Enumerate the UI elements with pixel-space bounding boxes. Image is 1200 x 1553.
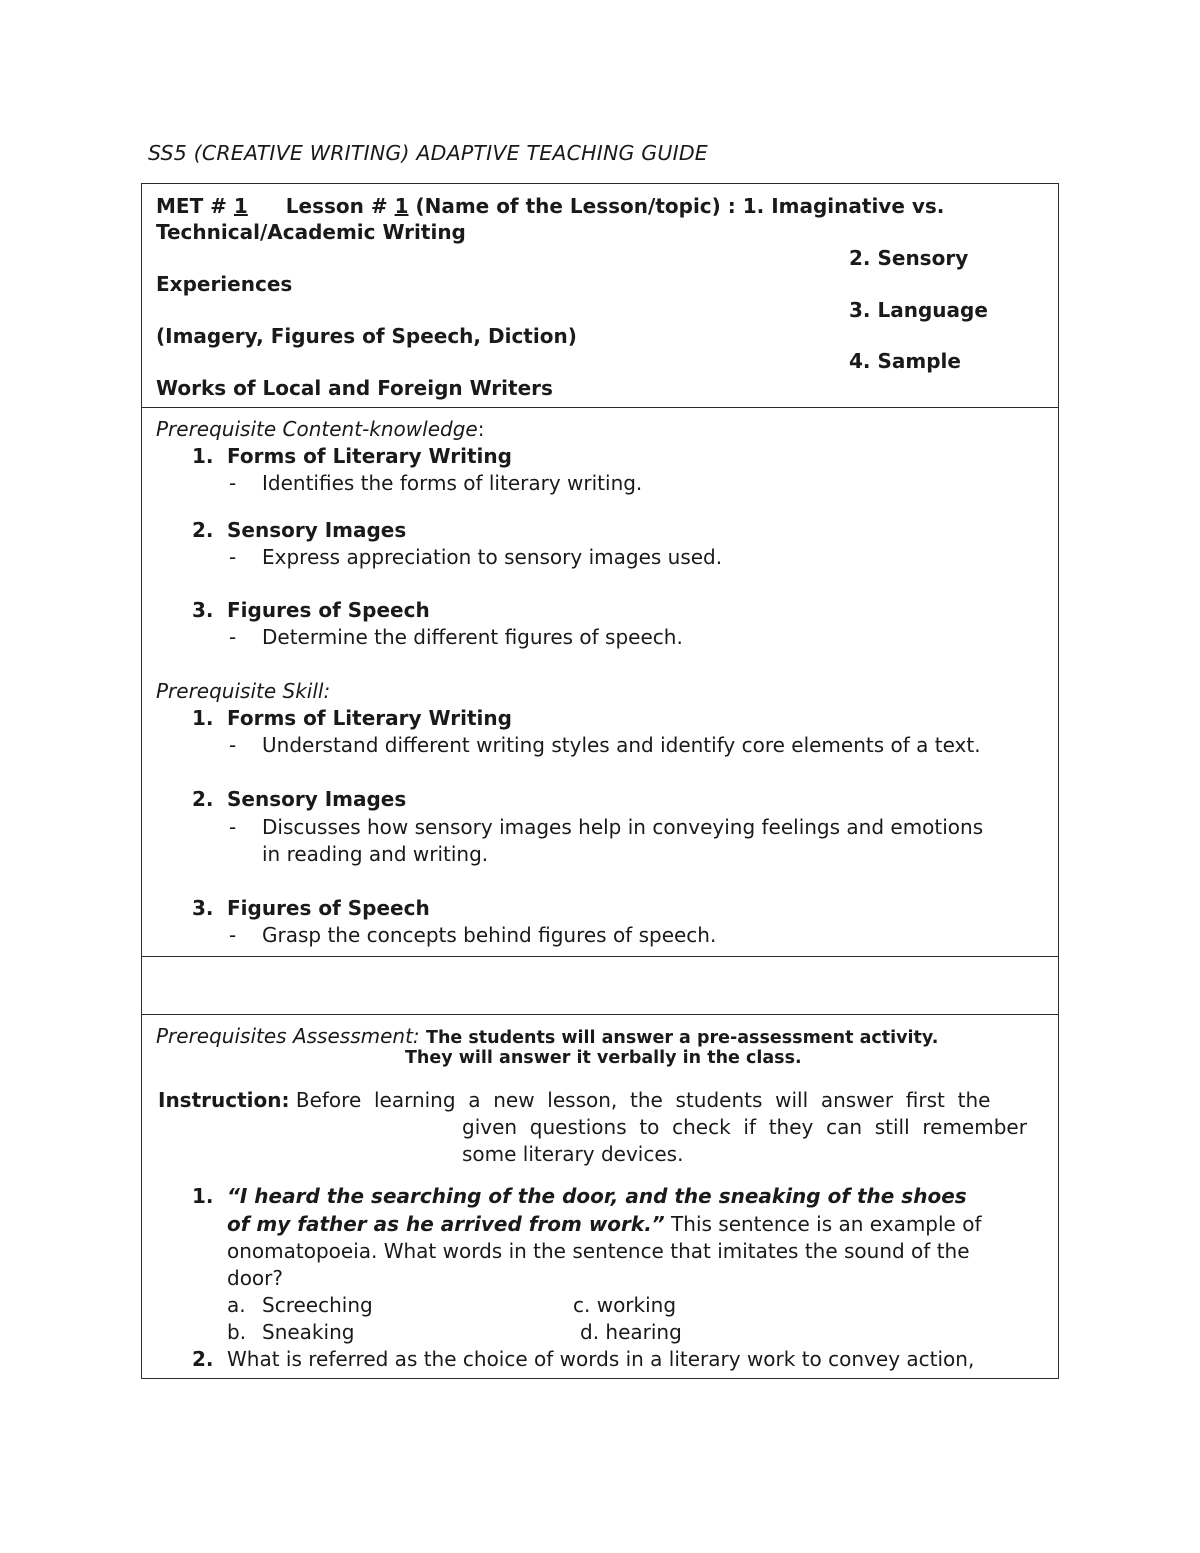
- prereq-content-colon: :: [477, 417, 485, 441]
- content-item-3-dash: -: [229, 625, 237, 649]
- question-1-num: 1.: [192, 1184, 214, 1208]
- topic-2-right: 2. Sensory: [849, 246, 969, 270]
- empty-cell: [142, 957, 1058, 1015]
- assessment-cell: [142, 1015, 1058, 1378]
- content-item-2-title: Sensory Images: [227, 518, 407, 542]
- lesson-header-line1: [156, 194, 944, 218]
- content-item-2-dash: -: [229, 545, 237, 569]
- lesson-header-line2: Technical/Academic Writing: [156, 220, 466, 244]
- content-item-3-title: Figures of Speech: [227, 598, 430, 622]
- content-item-1-desc: Identifies the forms of literary writing.: [262, 471, 643, 495]
- question-1-line-3: onomatopoeia. What words in the sentence that imitates the sound of the: [227, 1239, 970, 1263]
- instruction-text-1: Before learning a new lesson, the students will answer first the: [295, 1088, 991, 1112]
- lesson-table: [141, 183, 1059, 1379]
- assessment-intro-2: They will answer it verbally in the class.: [405, 1048, 802, 1068]
- lesson-label: Lesson #: [285, 194, 388, 218]
- choice-a-letter: a.: [227, 1293, 246, 1317]
- content-item-1-dash: -: [229, 471, 237, 495]
- skill-item-2-dash: -: [229, 815, 237, 839]
- question-2-num: 2.: [192, 1347, 214, 1371]
- instruction-text-2: given questions to check if they can still remember: [462, 1115, 1027, 1139]
- lesson-header-cell: [142, 184, 1058, 408]
- question-2-text: What is referred as the choice of words in a literary work to convey action,: [227, 1347, 975, 1371]
- skill-item-1-title: Forms of Literary Writing: [227, 706, 512, 730]
- assessment-intro-1: The students will answer a pre-assessment activity.: [426, 1028, 939, 1048]
- content-item-2-desc: Express appreciation to sensory images used.: [262, 545, 723, 569]
- topic-3-right: 3. Language: [849, 298, 988, 322]
- question-1-quote-1: “I heard the searching of the door, and the sneaking of the shoes: [227, 1184, 967, 1208]
- content-item-1-title: Forms of Literary Writing: [227, 444, 512, 468]
- prerequisites-cell: [142, 408, 1058, 957]
- skill-item-3-desc: Grasp the concepts behind figures of speech.: [262, 923, 717, 947]
- question-1-rest: This sentence is an example of: [671, 1212, 982, 1236]
- content-item-3-desc: Determine the different figures of speech.: [262, 625, 683, 649]
- prereq-skill-heading: Prerequisite Skill:: [156, 679, 331, 703]
- skill-item-3-title: Figures of Speech: [227, 896, 430, 920]
- assessment-heading: Prerequisites Assessment:: [156, 1024, 420, 1048]
- question-1-line-2: [227, 1212, 982, 1236]
- content-item-2-num: 2.: [192, 518, 214, 542]
- instruction-text-3: some literary devices.: [462, 1142, 684, 1166]
- skill-item-1-desc: Understand different writing styles and identify core elements of a text.: [262, 733, 981, 757]
- prereq-content-heading: [156, 417, 484, 441]
- topic-4-right: 4. Sample: [849, 349, 961, 373]
- question-1-quote-2: of my father as he arrived from work.”: [227, 1212, 665, 1236]
- question-1-line-4: door?: [227, 1266, 284, 1290]
- topic-2-left: Experiences: [156, 272, 293, 296]
- skill-item-1-num: 1.: [192, 706, 214, 730]
- skill-item-3-num: 3.: [192, 896, 214, 920]
- skill-item-2-num: 2.: [192, 787, 214, 811]
- assessment-heading-line: [156, 1024, 938, 1048]
- met-label: MET #: [156, 194, 227, 218]
- instruction-label: Instruction:: [158, 1088, 290, 1112]
- skill-item-2-title: Sensory Images: [227, 787, 407, 811]
- topic-3-left: (Imagery, Figures of Speech, Diction): [156, 324, 577, 348]
- lesson-value: 1: [394, 194, 409, 218]
- document-title: SS5 (CREATIVE WRITING) ADAPTIVE TEACHING GUIDE: [148, 141, 708, 165]
- content-item-1-num: 1.: [192, 444, 214, 468]
- choice-b-letter: b.: [227, 1320, 247, 1344]
- met-value: 1: [233, 194, 248, 218]
- topic-4-left: Works of Local and Foreign Writers: [156, 376, 553, 400]
- skill-item-2-desc-cont: in reading and writing.: [262, 842, 489, 866]
- skill-item-1-dash: -: [229, 733, 237, 757]
- skill-item-2-desc: Discusses how sensory images help in conveying feelings and emotions: [262, 815, 984, 839]
- skill-item-3-dash: -: [229, 923, 237, 947]
- choice-d-text: d. hearing: [580, 1320, 682, 1344]
- lesson-name-label: (Name of the Lesson/topic) : 1. Imaginative vs.: [415, 194, 945, 218]
- instruction-line-1: [158, 1088, 990, 1112]
- choice-c-text: c. working: [573, 1293, 677, 1317]
- choice-b-text: Sneaking: [262, 1320, 355, 1344]
- choice-a-text: Screeching: [262, 1293, 373, 1317]
- prereq-content-title: Prerequisite Content-knowledge: [156, 417, 478, 441]
- content-item-3-num: 3.: [192, 598, 214, 622]
